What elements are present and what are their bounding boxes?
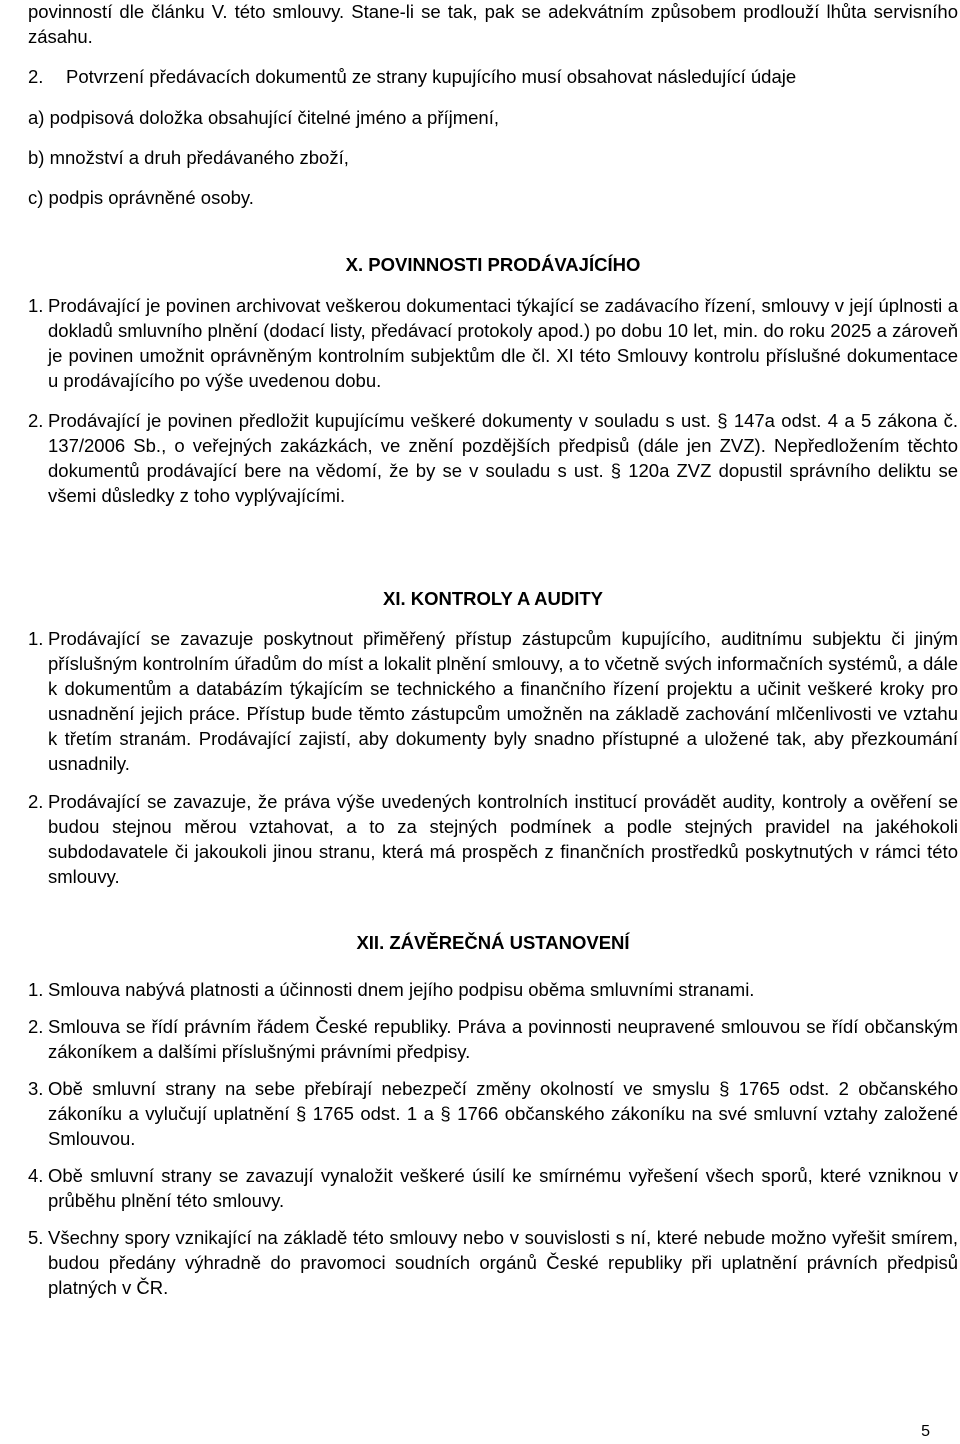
item-number: 1.: [28, 979, 44, 1000]
sub-item-b: b) množství a druh předávaného zboží,: [28, 147, 349, 168]
section-xii-item-3: [28, 1076, 958, 1151]
item-number: 2.: [28, 791, 44, 812]
item-number: 2.: [28, 410, 44, 431]
item-text: Prodávající se zavazuje, že práva výše uvedených kontrolních institucí provádět audity, kontroly a ověření se budou stejnou měrou vztahovat, a to za stejných podmínek a podle stejných pravidel na jakéhokoli subdodavatele či jakoukoli jinou stranu, která má prospěch z finančních prostředků poskytnutých v rámci této smlouvy.: [48, 791, 958, 887]
section-xii-item-1: [28, 977, 958, 1002]
section-x-title: X. POVINNOSTI PRODÁVAJÍCÍHO: [345, 254, 641, 275]
item-number: 1.: [28, 628, 44, 649]
intro-continuation: povinností dle článku V. této smlouvy. Stane-li se tak, pak se adekvátním způsobem prodlouží lhůta servisního zásahu.: [28, 1, 958, 47]
section-xii-item-5: [28, 1225, 958, 1300]
item-text: Potvrzení předávacích dokumentů ze strany kupujícího musí obsahovat následující údaje: [66, 66, 797, 87]
section-xii-title: XII. ZÁVĚREČNÁ USTANOVENÍ: [356, 932, 630, 953]
section-xii-item-4: [28, 1163, 958, 1213]
sub-item-a: a) podpisová doložka obsahující čitelné jméno a příjmení,: [28, 107, 499, 128]
section-x-item-2: [28, 408, 958, 508]
item-text: Prodávající je povinen předložit kupujícímu veškeré dokumenty v souladu s ust. § 147a odst. 4 a 5 zákona č. 137/2006 Sb., o veřejných zakázkách, ve znění pozdějších předpisů (dále jen ZVZ). Nepředložením těchto dokumentů prodávající bere na vědomí, že by se v souladu s ust. § 120a ZVZ dopustil správního deliktu se všemi důsledky z toho vyplývajícími.: [48, 410, 958, 506]
sub-item-c: c) podpis oprávněné osoby.: [28, 187, 254, 208]
item-number: 2.: [28, 66, 44, 87]
intro-item-2: [28, 64, 958, 89]
item-number: 5.: [28, 1227, 44, 1248]
section-xii-item-2: [28, 1014, 958, 1064]
item-number: 3.: [28, 1078, 44, 1099]
item-text: Všechny spory vznikající na základě této smlouvy nebo v souvislosti s ní, které nebude možno vyřešit smírem, budou předány výhradně do pravomoci soudních orgánů České republiky při uplatnění právních předpisů platných v ČR.: [48, 1227, 958, 1298]
document-page: [28, 0, 958, 1300]
item-text: Smlouva nabývá platnosti a účinnosti dnem jejího podpisu oběma smluvními stranami.: [48, 979, 755, 1000]
item-text: Prodávající se zavazuje poskytnout přiměřený přístup zástupcům kupujícího, auditnímu subjektu či jiným příslušným kontrolním úřadům do míst a lokalit plnění smlouvy, a to včetně svých informačních systémů, a dále k dokumentům a databázím týkajícím se technického a finančního řízení projektu a učinit veškeré kroky pro usnadnění jejich práce. Přístup bude těmto zástupcům umožněn na základě zachování mlčenlivosti ve vztahu k třetím stranám. Prodávající zajistí, aby dokumenty byly snadno přístupné a uložené tak, aby přezkoumání usnadnily.: [48, 628, 958, 774]
item-number: 4.: [28, 1165, 44, 1186]
item-text: Prodávající je povinen archivovat veškerou dokumentaci týkající se zadávacího řízení, smlouvy v její úplnosti a dokladů smluvního plnění (dodací listy, předávací protokoly apod.) po dobu 10 let, min. do roku 2025 a zároveň je povinen umožnit oprávněným kontrolním subjektům dle čl. XI této Smlouvy kontrolu příslušné dokumentace u prodávajícího po výše uvedenou dobu.: [48, 295, 958, 391]
item-number: 2.: [28, 1016, 44, 1037]
item-text: Obě smluvní strany na sebe přebírají nebezpečí změny okolností ve smyslu § 1765 odst. 2 občanského zákoníku a vylučují uplatnění § 1765 odst. 1 a § 1766 občanského zákoníku na své smluvní vztahy založené Smlouvou.: [48, 1078, 958, 1149]
section-xi-item-1: [28, 626, 958, 776]
item-number: 1.: [28, 295, 44, 316]
section-xi-title: XI. KONTROLY A AUDITY: [383, 588, 603, 609]
item-text: Smlouva se řídí právním řádem České republiky. Práva a povinnosti neupravené smlouvou se řídí občanským zákoníkem a dalšími příslušnými právními předpisy.: [48, 1016, 958, 1062]
section-xi-item-2: [28, 789, 958, 889]
section-x-item-1: [28, 293, 958, 393]
item-text: Obě smluvní strany se zavazují vynaložit veškeré úsilí ke smírnému vyřešení všech sporů, které vzniknou v průběhu plnění této smlouvy.: [48, 1165, 958, 1211]
page-number: 5: [921, 1423, 930, 1440]
